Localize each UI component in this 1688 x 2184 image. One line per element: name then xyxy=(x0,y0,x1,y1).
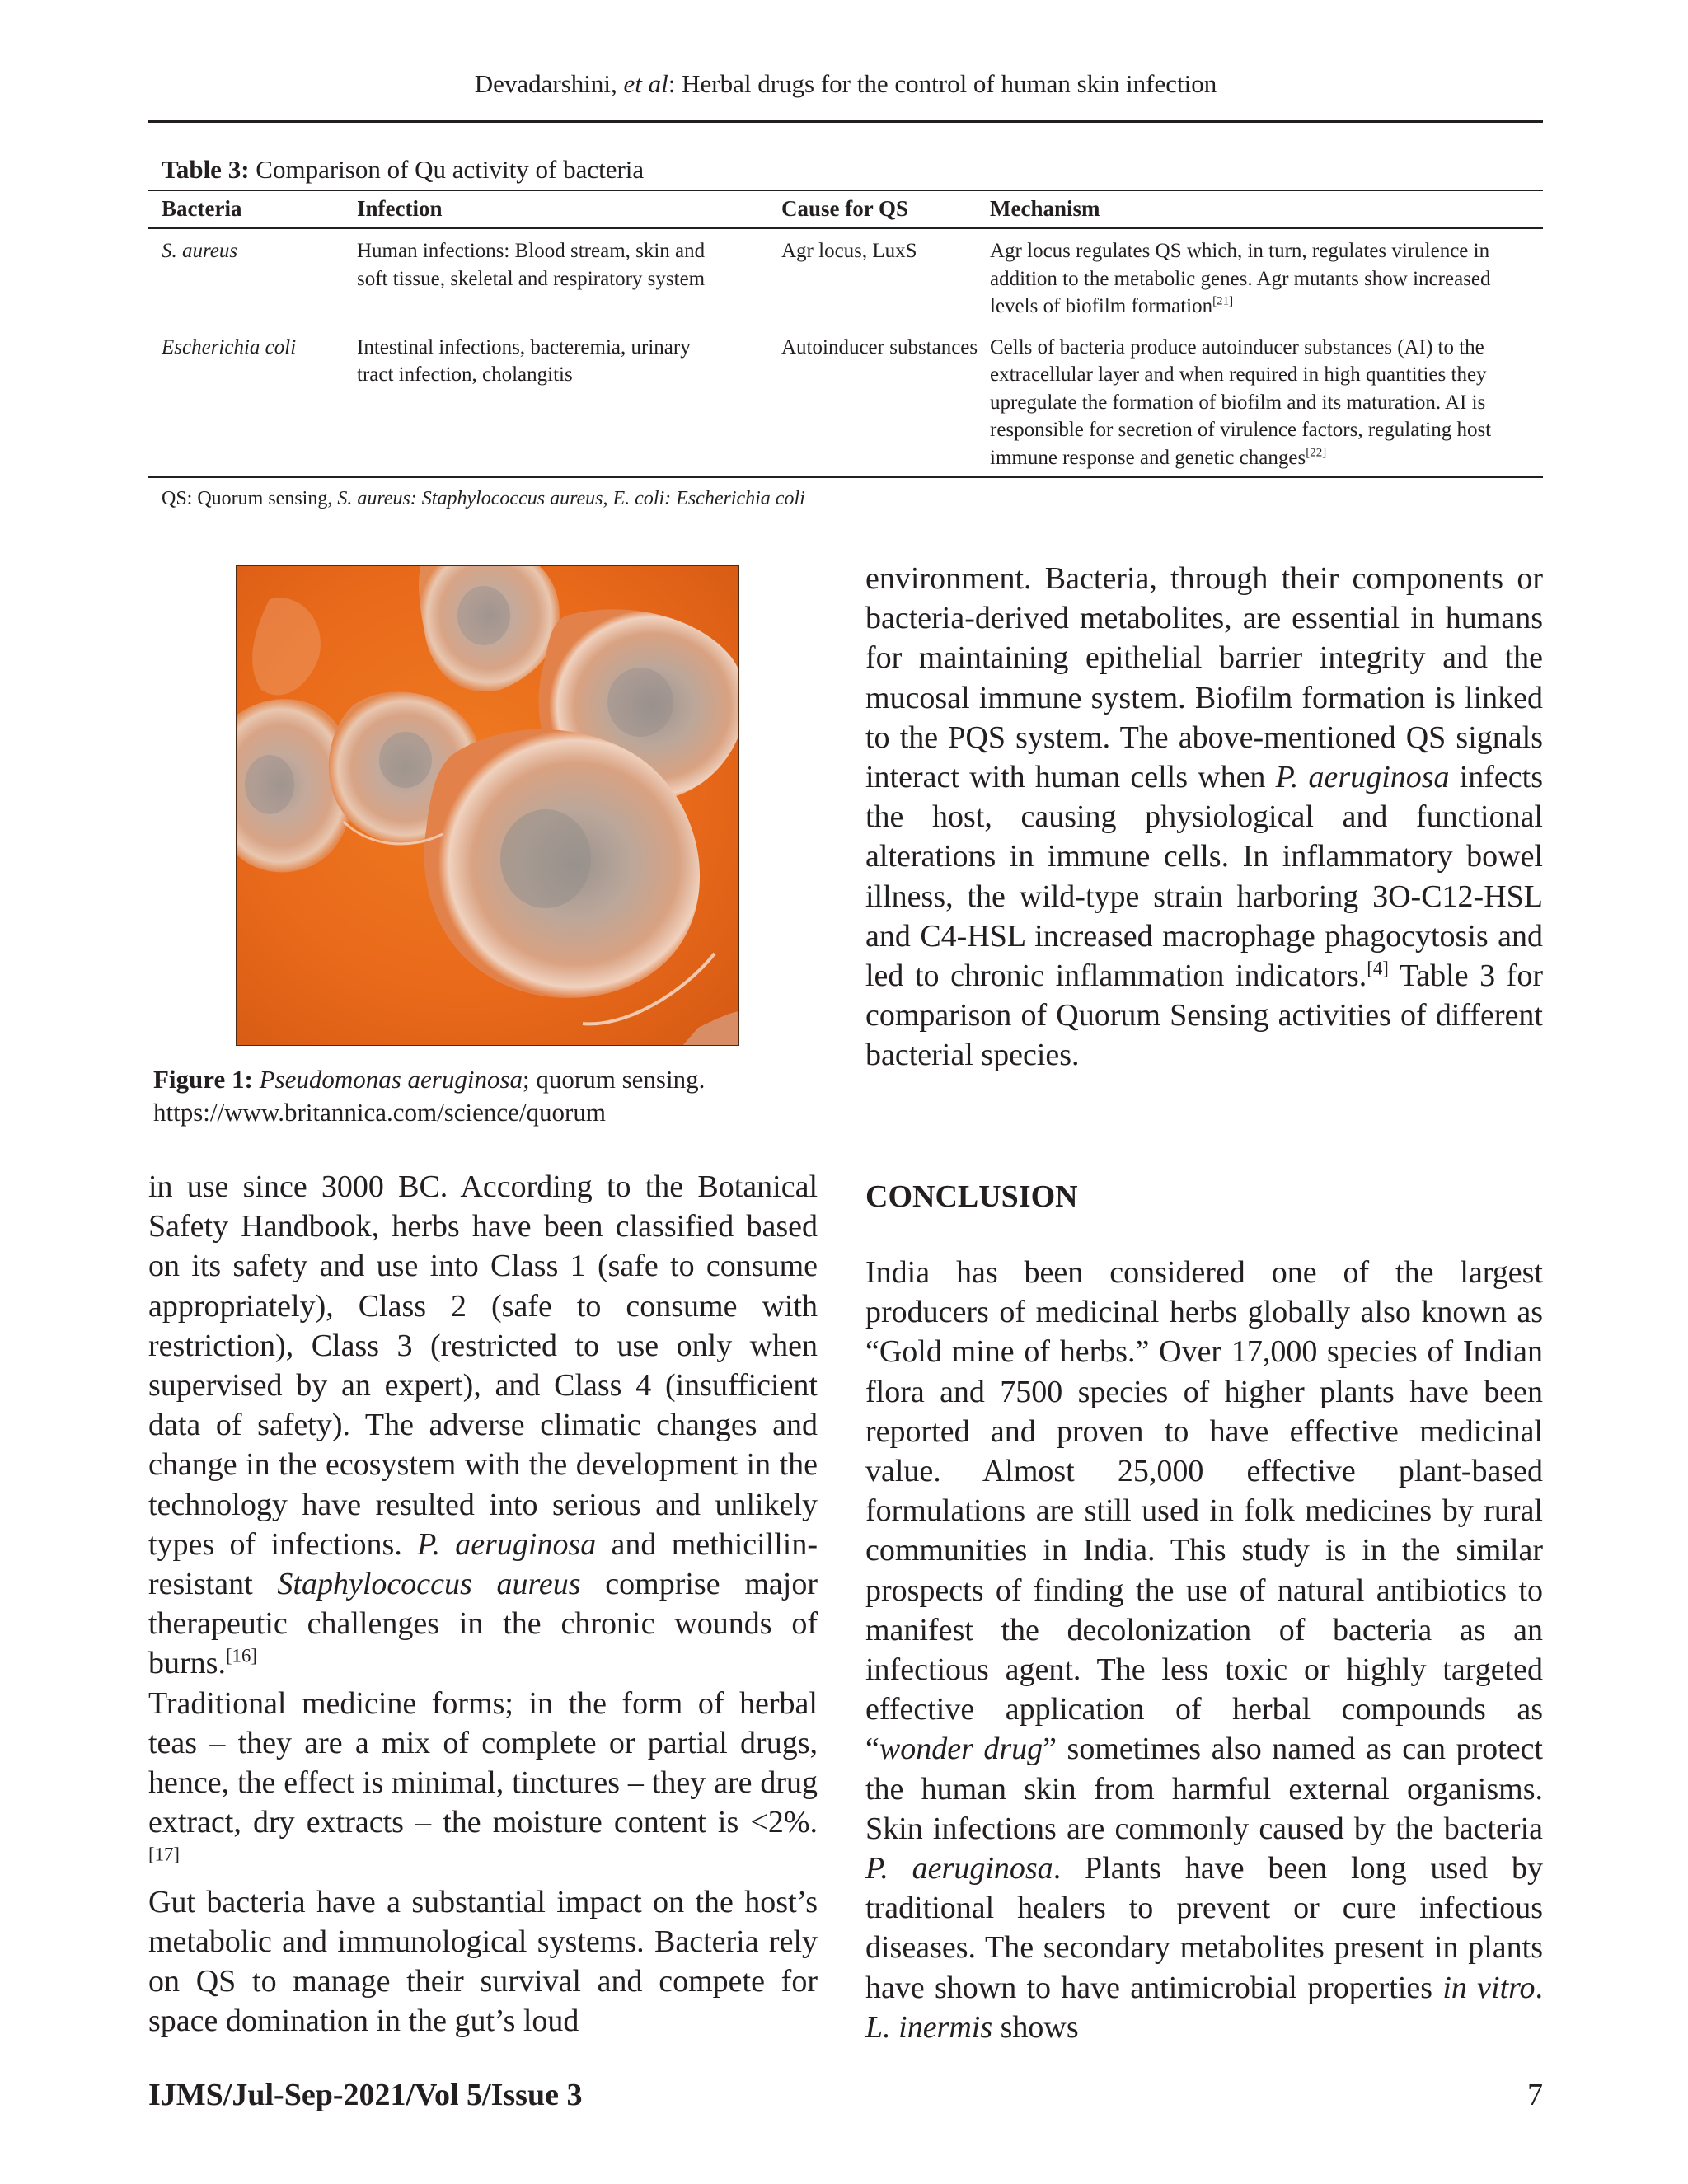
figure-url: https://www.britannica.com/science/quorum xyxy=(153,1098,606,1127)
footnote-ec: E. coli xyxy=(612,488,665,509)
footnote-sa: S. aureus xyxy=(337,488,410,509)
mechanism-text: Cells of bacteria produce autoinducer substances (AI) to the extracellular layer and when required in high quantities they upregulate the formation of biofilm and its maturation. AI is responsible for secretion of virulence factors, regulating host immune response and genetic changes xyxy=(990,335,1492,469)
emphasis: wonder drug xyxy=(879,1732,1043,1767)
table-header-row xyxy=(148,190,1543,228)
species-name: P. aeruginosa xyxy=(417,1526,597,1562)
species-name: L. inermis xyxy=(865,2009,993,2045)
paragraph xyxy=(148,1167,818,1684)
footnote-sep: , xyxy=(603,488,613,509)
table-caption xyxy=(148,153,1543,190)
cell-infection xyxy=(357,228,781,326)
cell-mechanism xyxy=(990,326,1543,478)
paragraph-text: Traditional medicine forms; in the form of herbal teas – they are a mix of complete or partial drugs, hence, the effect is minimal, tinctures – they are drug extract, dry extracts – the moisture content is <2%. xyxy=(148,1685,818,1840)
paragraph xyxy=(148,1684,818,1882)
paragraph xyxy=(865,559,1543,1076)
colony-center-core xyxy=(379,732,432,788)
journal-footer: IJMS/Jul-Sep-2021/Vol 5/Issue 3 xyxy=(148,2078,583,2112)
figure-1-image xyxy=(236,565,739,1046)
column-header-infection: Infection xyxy=(357,196,443,222)
figure-species: Pseudomonas aeruginosa xyxy=(259,1065,523,1094)
running-head-title: : Herbal drugs for the control of human skin infection xyxy=(668,69,1217,98)
figure-text: ; quorum sensing. xyxy=(523,1065,706,1094)
paragraph-text: ” sometimes also named as can protect the human skin from harmful external organisms. Skin infections are commonly caused by the bacteria xyxy=(865,1732,1543,1846)
running-head-authors: Devadarshini, xyxy=(474,69,617,98)
running-head-etal: et al xyxy=(623,69,668,98)
running-head xyxy=(148,69,1543,99)
cell-bacteria: Escherichia coli xyxy=(162,335,297,359)
column-header-mechanism: Mechanism xyxy=(990,196,1100,222)
paragraph-text: environment. Bacteria, through their components or bacteria-derived metabolites, are essential in humans for maintaining epithelial barrier integrity and the mucosal immune system. Biofilm formation is linked to the PQS system. The above-mentioned QS signals interact with human cells when xyxy=(865,561,1543,795)
paragraph-text: in use since 3000 BC. According to the Botanical Safety Handbook, herbs have been classified based on its safety and use into Class 1 (safe to consume appropriately), Class 2 (safe to consume with restriction), Class 3 (restricted to use only when supervised by an expert), and Class 4 (insufficient data of safety). The adverse climatic changes and change in the ecosystem with the development in the technology have resulted into serious and unlikely types of infections. xyxy=(148,1169,818,1562)
mechanism-text: Agr locus regulates QS which, in turn, regulates virulence in addition to the metabolic genes. Agr mutants show increased levels of biofilm formation xyxy=(990,240,1491,317)
section-heading-conclusion: CONCLUSION xyxy=(865,1179,1078,1214)
footnote-qs: QS: Quorum sensing, xyxy=(162,488,338,509)
page-number: 7 xyxy=(1527,2078,1543,2112)
column-header-cause: Cause for QS xyxy=(781,196,909,222)
table-caption-text: Comparison of Qu activity of bacteria xyxy=(249,155,645,184)
paragraph-text: . xyxy=(1535,1970,1543,2005)
colony-left-core xyxy=(245,755,294,814)
paragraph-text: and methicillin-resistant xyxy=(148,1526,818,1602)
species-name: P. aeruginosa xyxy=(865,1851,1053,1886)
cell-infection-text: Intestinal infections, bacteremia, urinary tract infection, cholangitis xyxy=(357,335,691,386)
paragraph-text: Table 3 for comparison of Quorum Sensing activities of different bacterial species. xyxy=(865,958,1543,1073)
cell-mechanism-text xyxy=(990,237,1534,321)
citation-ref: [16] xyxy=(225,1645,257,1666)
figure-1-caption xyxy=(153,1063,796,1129)
column-header-bacteria: Bacteria xyxy=(162,196,242,222)
citation-ref: [22] xyxy=(1306,446,1327,460)
species-name: Staphylococcus aureus xyxy=(277,1567,581,1602)
species-name: P. aeruginosa xyxy=(1275,760,1450,795)
citation-ref: [21] xyxy=(1212,294,1234,308)
paragraph-text: Gut bacteria have a substantial impact on the host’s metabolic and immunological systems. Bacteria rely on QS to manage their survival and compete for space domination in the gut’s loud xyxy=(148,1884,818,2039)
footnote-sa-full: : Staphylococcus aureus xyxy=(410,488,603,509)
table-row xyxy=(148,326,1543,478)
right-column-top xyxy=(865,559,1543,1076)
header-rule xyxy=(148,120,1543,123)
paragraph xyxy=(865,1253,1543,2047)
cell-bacteria: S. aureus xyxy=(162,240,238,262)
paragraph-text: shows xyxy=(992,2009,1079,2045)
table-footnote xyxy=(148,488,1543,510)
cell-cause: Agr locus, LuxS xyxy=(781,240,917,262)
paragraph-text: . Plants have been long used by traditional healers to prevent or cure infectious diseases. The secondary metabolites present in plants have shown to have antimicrobial properties xyxy=(865,1851,1543,2005)
left-column xyxy=(148,1167,818,2041)
conclusion-text xyxy=(865,1253,1543,2047)
footnote-ec-full: : Escherichia coli xyxy=(664,488,805,509)
colony-right-core xyxy=(607,668,673,737)
table-row xyxy=(148,228,1543,326)
colony-top-core xyxy=(457,586,510,645)
citation-ref: [4] xyxy=(1367,958,1389,979)
table-caption-label: Table 3: xyxy=(162,155,250,184)
table-3 xyxy=(148,153,1543,510)
figure-label: Figure 1: xyxy=(153,1065,253,1094)
cell-cause: Autoinducer substances xyxy=(781,335,978,359)
emphasis: in vitro xyxy=(1442,1970,1536,2005)
cell-infection-text: Human infections: Blood stream, skin and soft tissue, skeletal and respiratory system xyxy=(357,240,706,290)
qs-comparison-table xyxy=(148,190,1543,478)
cell-mechanism xyxy=(990,228,1543,326)
paragraph-text: India has been considered one of the largest producers of medicinal herbs globally also known as “Gold mine of herbs.” Over 17,000 species of Indian flora and 7500 species of higher plants have been reported and proven to have effective medicinal value. Almost 25,000 effective plant-based formulations are still used in folk medicines by rural communities in India. This study is in the similar prospects of finding the use of natural antibiotics to manifest the decolonization of bacteria as an infectious agent. The less toxic or highly targeted effective application of herbal compounds as “ xyxy=(865,1255,1543,1767)
colony-large-center xyxy=(500,809,591,908)
paragraph-text: infects the host, causing physiological and functional alterations in immune cells. In inflammatory bowel illness, the wild-type strain harboring 3O-C12-HSL and C4-HSL increased macrophage phagocytosis and led to chronic inflammation indicators. xyxy=(865,760,1543,994)
bacterial-colonies-photo xyxy=(237,566,739,1046)
cell-mechanism-text xyxy=(990,334,1534,472)
paragraph-text: comprise major therapeutic challenges in the chronic wounds of burns. xyxy=(148,1567,818,1681)
cell-infection xyxy=(357,326,781,478)
paragraph xyxy=(148,1882,818,2041)
citation-ref: [17] xyxy=(148,1844,180,1865)
